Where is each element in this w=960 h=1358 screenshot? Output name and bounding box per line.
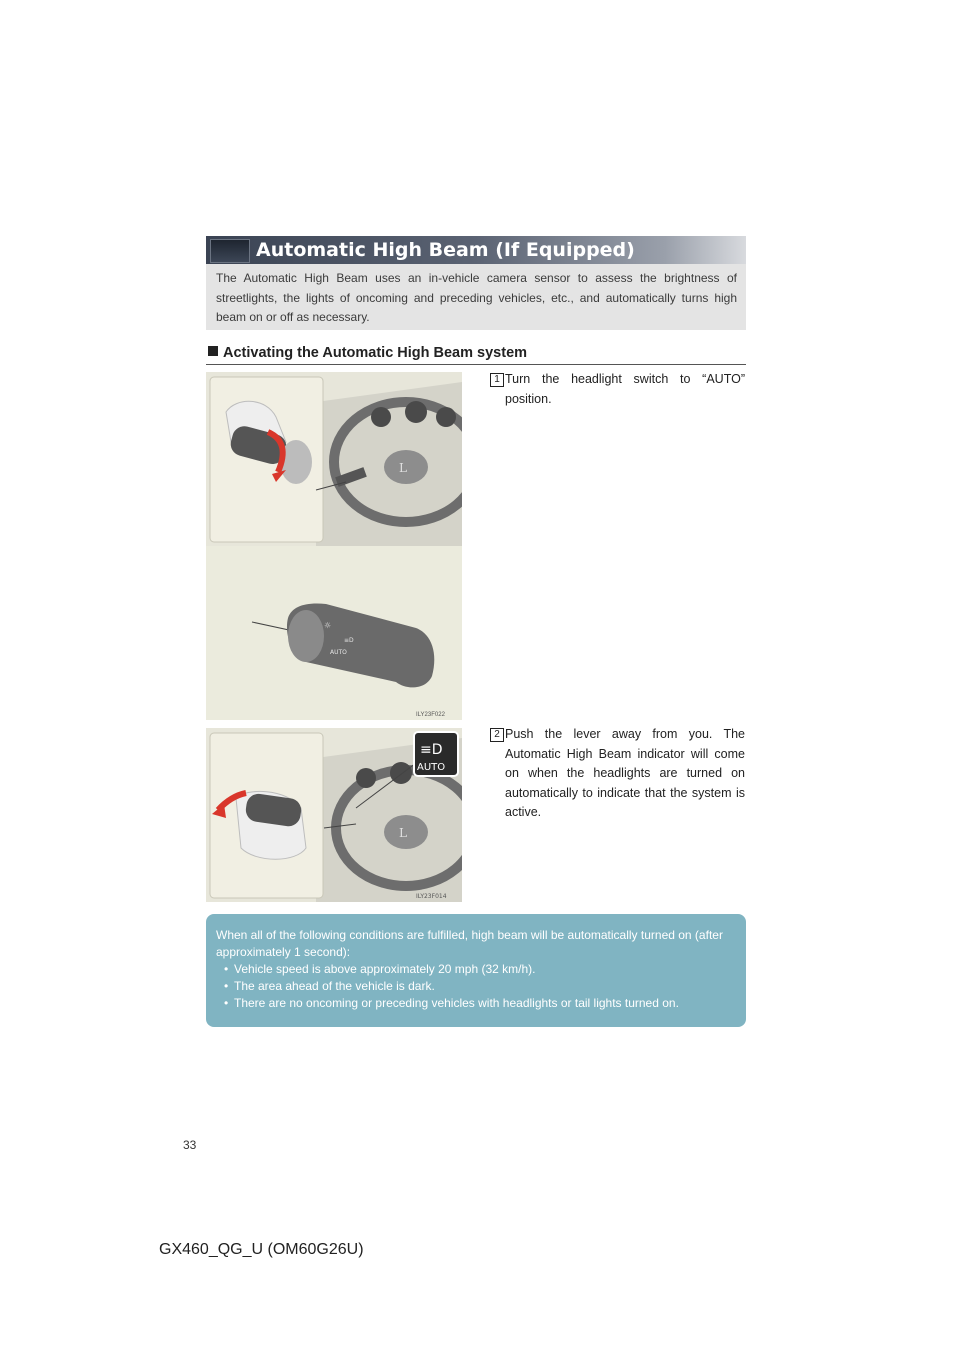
illustration-headlight-switch [206, 372, 462, 720]
figure-code-2: ILY23F014 [416, 893, 447, 900]
svg-text:L: L [399, 461, 407, 475]
title-bar-icon [210, 239, 250, 263]
note-content [216, 927, 741, 1012]
push-lever-drawing [206, 728, 462, 902]
note-intro: When all of the following conditions are fulfilled, high beam will be automatically turned on (after approximately 1 second): [216, 928, 723, 959]
note-box [206, 914, 746, 1027]
heading-square-icon [208, 346, 218, 356]
svg-text:☼: ☼ [324, 621, 332, 630]
svg-text:≡D: ≡D [344, 637, 354, 644]
step-text-1: Turn the headlight switch to “AUTO” position. [505, 372, 745, 406]
note-list [216, 961, 741, 1012]
svg-text:≡D: ≡D [420, 742, 443, 758]
figure-code-1: ILY23F022 [416, 712, 445, 718]
step-number-2: 2 [490, 728, 504, 742]
note-item-2: • The area ahead of the vehicle is dark. [216, 978, 741, 995]
headlight-switch-drawing [206, 372, 462, 720]
step-text-2: Push the lever away from you. The Automatic High Beam indicator will come on when the headlights are turned on automatically to indicate that the system is active. [505, 727, 745, 819]
intro-box [206, 264, 746, 330]
indicator-auto-label: AUTO [417, 762, 446, 773]
page-number: 33 [183, 1138, 197, 1152]
section-heading [206, 342, 746, 365]
step-number-1: 1 [490, 373, 504, 387]
section-heading-text: Activating the Automatic High Beam system [223, 345, 528, 361]
page-title: Automatic High Beam (If Equipped) [256, 239, 635, 261]
intro-text: The Automatic High Beam uses an in-vehicle camera sensor to assess the brightness of streetlights, the lights of oncoming and preceding vehicles, etc., and automatically turns high beam on or off as necessary. [216, 271, 737, 324]
note-item-3: • There are no oncoming or preceding vehicles with headlights or tail lights turned on. [216, 995, 741, 1012]
svg-text:L: L [399, 826, 407, 840]
note-item-1: • Vehicle speed is above approximately 20 mph (32 km/h). [216, 961, 741, 978]
switch-auto-label: AUTO [330, 649, 347, 656]
illustration-push-lever [206, 728, 462, 902]
document-code: GX460_QG_U (OM60G26U) [159, 1241, 364, 1258]
